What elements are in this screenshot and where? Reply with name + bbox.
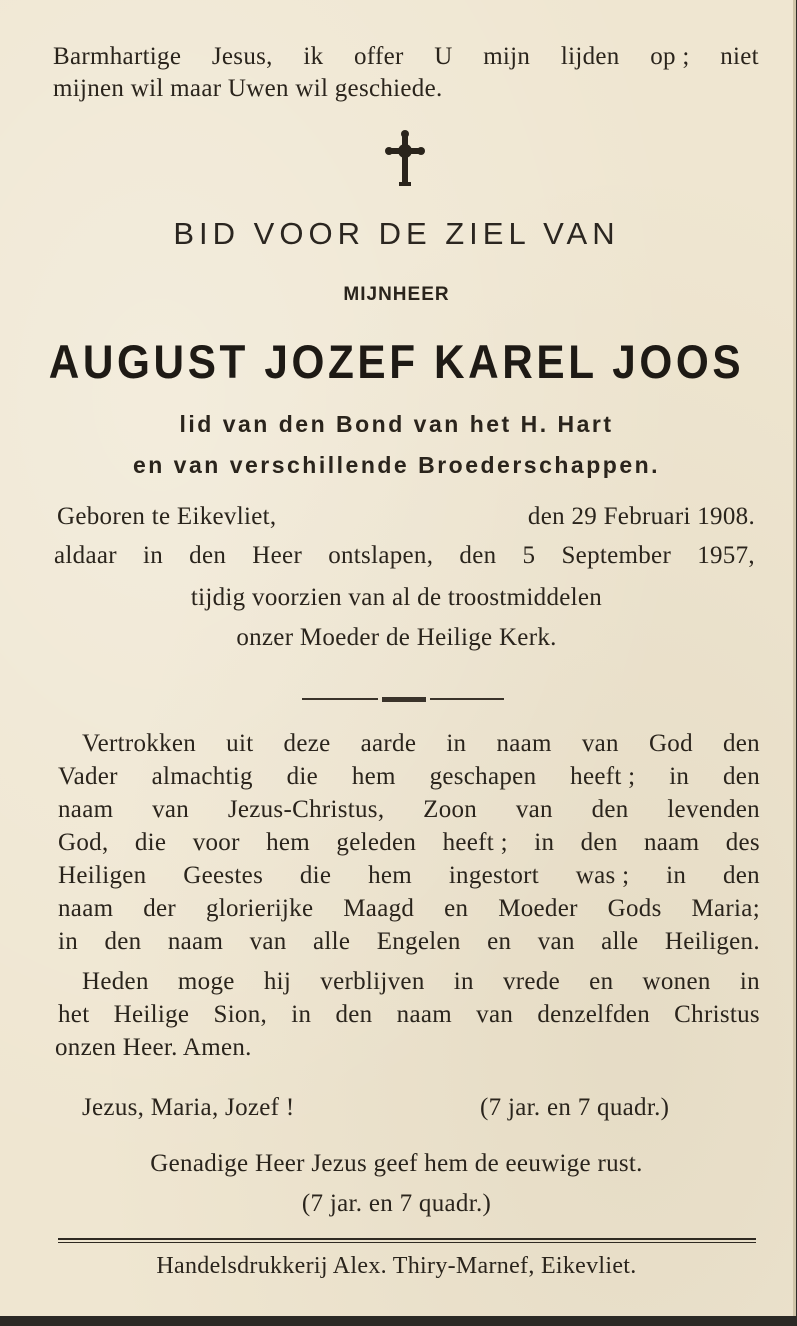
word: God,	[58, 829, 109, 856]
word: den	[189, 542, 227, 569]
word: 1957,	[697, 542, 755, 569]
word: Moeder	[498, 895, 578, 922]
word: den	[591, 796, 629, 823]
word: Geestes	[183, 862, 264, 889]
word: van	[249, 928, 287, 955]
word: den	[335, 1001, 373, 1028]
word: in	[58, 928, 79, 955]
word: U	[434, 43, 453, 70]
word: geleden	[336, 829, 417, 856]
birth-line	[57, 503, 755, 531]
word: hij	[263, 968, 292, 995]
word: Heilige	[113, 1001, 190, 1028]
word: Engelen	[376, 928, 461, 955]
word: alle	[313, 928, 351, 955]
word: van	[476, 1001, 514, 1028]
indulgence-note: (7 jar. en 7 quadr.)	[480, 1094, 670, 1121]
word: ik	[303, 43, 324, 70]
word: in	[291, 1001, 312, 1028]
printer-imprint: Handelsdrukkerij Alex. Thiry-Marnef, Eikevliet.	[156, 1253, 637, 1279]
word: almachtig	[151, 763, 253, 790]
word: hem	[266, 829, 311, 856]
prayer-heading: BID VOOR DE ZIEL VAN	[173, 216, 620, 251]
death-line	[54, 542, 755, 570]
word: Jezus-Christus,	[227, 796, 385, 823]
word: in	[669, 763, 690, 790]
commendation-line	[58, 796, 760, 824]
word: den	[723, 763, 760, 790]
word: in	[534, 829, 555, 856]
commendation-line	[58, 763, 760, 791]
word: Christus	[674, 1001, 760, 1028]
word: den	[104, 928, 142, 955]
word: die	[134, 829, 167, 856]
birth-date: den 29 Februari 1908.	[527, 503, 755, 530]
word: den	[722, 862, 760, 889]
footer-rule-top	[58, 1238, 756, 1240]
word: moge	[177, 968, 235, 995]
word: mijn	[483, 43, 531, 70]
word: geschapen	[429, 763, 537, 790]
word: Jesus,	[211, 43, 273, 70]
word: naam	[396, 1001, 452, 1028]
commendation-line	[58, 829, 760, 857]
word: van	[581, 730, 619, 757]
word: van	[515, 796, 553, 823]
word: deze	[283, 730, 331, 757]
word: naam	[167, 928, 224, 955]
word: hem	[368, 862, 413, 889]
word: Heiligen.	[664, 928, 760, 955]
opening-prayer-line-1	[53, 43, 759, 71]
word: den	[459, 542, 497, 569]
scan-frame-edge	[0, 1316, 797, 1326]
word: God	[648, 730, 693, 757]
word: ontslapen,	[328, 542, 434, 569]
word: voor	[192, 829, 240, 856]
word: van	[537, 928, 575, 955]
word: aarde	[360, 730, 417, 757]
word: Zoon	[423, 796, 478, 823]
word: hem	[351, 763, 396, 790]
commendation-line	[82, 730, 760, 758]
word: verblijven	[320, 968, 425, 995]
commendation-line	[58, 895, 760, 923]
cross-icon	[383, 130, 427, 188]
word: 5	[522, 542, 536, 569]
word: Heer	[252, 542, 303, 569]
word: naam	[496, 730, 552, 757]
word: die	[286, 763, 319, 790]
eternal-rest-prayer: Genadige Heer Jezus geef hem de eeuwige rust.	[150, 1150, 643, 1177]
word: in	[739, 968, 760, 995]
word: glorierijke	[205, 895, 314, 922]
word: het	[58, 1001, 90, 1028]
word: heeft ;	[442, 829, 508, 856]
word: Maria;	[691, 895, 760, 922]
word: den	[580, 829, 618, 856]
membership-line-1: lid van den Bond van het H. Hart	[179, 411, 614, 437]
commendation-line	[58, 862, 760, 890]
word: lijden	[560, 43, 620, 70]
word: Vertrokken	[82, 730, 197, 757]
word: in	[453, 968, 474, 995]
word: uit	[226, 730, 254, 757]
word: der	[143, 895, 177, 922]
rest-indulgence-note: (7 jar. en 7 quadr.)	[301, 1190, 492, 1217]
blessing-line-2	[58, 1001, 760, 1029]
word: aldaar	[54, 542, 117, 569]
word: Maagd	[343, 895, 415, 922]
word: niet	[720, 43, 759, 70]
word: en	[444, 895, 469, 922]
word: die	[299, 862, 332, 889]
word: Sion,	[213, 1001, 268, 1028]
word: naam	[58, 895, 114, 922]
word: was ;	[575, 862, 630, 889]
word: Vader	[58, 763, 118, 790]
word: denzelfden	[537, 1001, 650, 1028]
word: in	[446, 730, 467, 757]
word: en	[589, 968, 614, 995]
word: offer	[353, 43, 404, 70]
word: naam	[58, 796, 114, 823]
blessing-line-1	[82, 968, 760, 996]
opening-prayer-line-2: mijnen wil maar Uwen wil geschiede.	[53, 75, 443, 102]
word: naam	[643, 829, 700, 856]
membership-line-2: en van verschillende Broederschappen.	[132, 452, 661, 478]
footer-rule-bottom	[58, 1242, 756, 1243]
word: van	[152, 796, 190, 823]
birth-place: Geboren te Eikevliet,	[57, 503, 277, 530]
word: in	[666, 862, 687, 889]
word: levenden	[667, 796, 760, 823]
word: op ;	[650, 43, 690, 70]
word: des	[725, 829, 760, 856]
word: Heden	[82, 968, 149, 995]
word: Heiligen	[58, 862, 147, 889]
word: wonen	[642, 968, 711, 995]
sacraments-line-2: onzer Moeder de Heilige Kerk.	[236, 624, 557, 651]
word: Barmhartige	[53, 43, 182, 70]
word: in	[143, 542, 164, 569]
word: heeft ;	[570, 763, 636, 790]
word: den	[722, 730, 760, 757]
honorific: MIJNHEER	[343, 284, 450, 305]
word: ingestort	[448, 862, 540, 889]
word: alle	[601, 928, 639, 955]
word: Gods	[607, 895, 662, 922]
word: en	[487, 928, 512, 955]
sacraments-line-1: tijdig voorzien van al de troostmiddelen	[190, 584, 603, 611]
word: September	[561, 542, 672, 569]
commendation-line	[58, 928, 760, 956]
blessing-line-3: onzen Heer. Amen.	[55, 1034, 252, 1061]
deceased-name: AUGUST JOZEF KAREL JOOS	[48, 335, 745, 388]
ornamental-divider	[302, 697, 504, 701]
word: vrede	[502, 968, 561, 995]
invocation: Jezus, Maria, Jozef !	[82, 1094, 295, 1121]
